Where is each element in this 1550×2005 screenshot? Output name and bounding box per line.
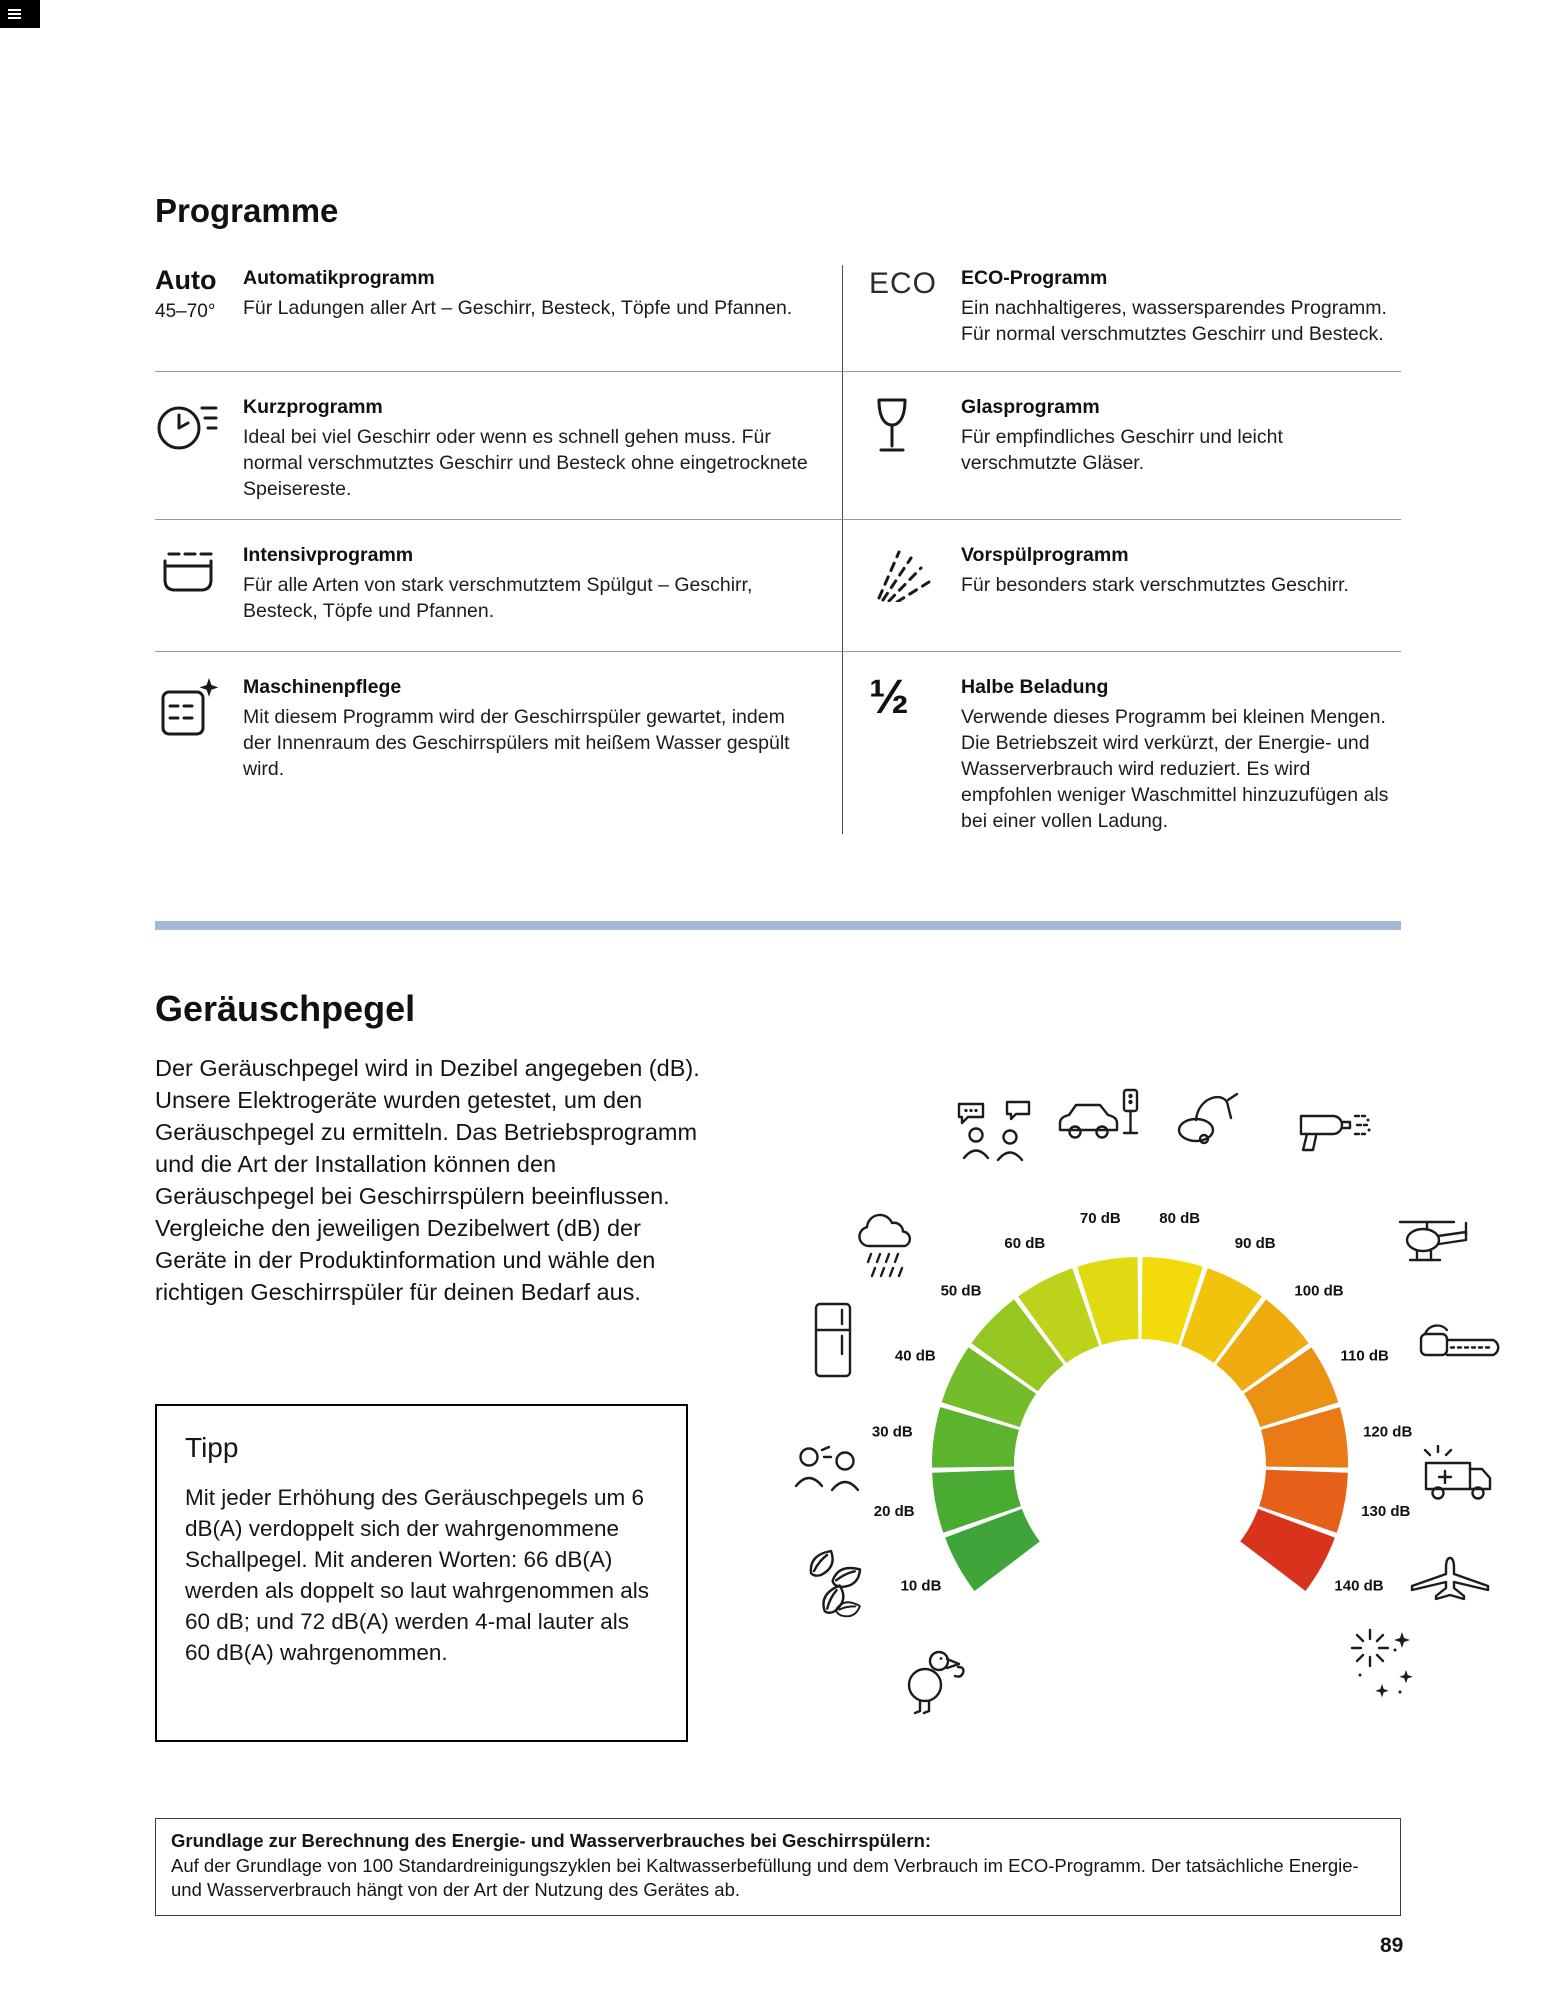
program-desc: Ein nachhaltigeres, wassersparendes Programm. Für normal verschmutztes Geschirr und Besteck. — [961, 297, 1387, 345]
program-vorspuel — [843, 520, 1401, 652]
footnote-box — [155, 1818, 1401, 1916]
program-name: ECO-Programm — [961, 267, 1108, 289]
footnote-title: Grundlage zur Berechnung des Energie- und Wasserverbrauches bei Geschirrspülern: — [171, 1830, 932, 1851]
auto-badge — [155, 267, 243, 371]
program-name: Glasprogramm — [961, 396, 1100, 418]
gauge-label: 40 dB — [894, 1347, 936, 1365]
rain-cloud-icon — [845, 1210, 931, 1286]
menu-icon — [8, 7, 21, 21]
ambulance-icon — [1420, 1445, 1504, 1505]
noise-paragraph: Der Geräuschpegel wird in Dezibel angegeben (dB). Unsere Elektrogeräte wurden getestet, um den Geräuschpegel zu ermitteln. Das Betriebsprogramm und die Art der Installation können den Geräuschpegel bei Geschirrspülern beeinflussen. Vergleiche den jeweiligen Dezibelwert (dB) der Geräte in der Produktinformation und wähle den richtigen Geschirrspüler für deinen Bedarf aus. — [155, 1055, 700, 1305]
program-glas — [843, 372, 1401, 520]
half-badge-text: ½ — [869, 671, 910, 724]
program-name: Vorspülprogramm — [961, 544, 1129, 566]
gauge-label: 140 dB — [1334, 1577, 1384, 1595]
program-intensiv — [155, 520, 843, 652]
gauge-label: 90 dB — [1234, 1235, 1276, 1253]
pot-icon — [155, 544, 221, 602]
tip-text: Mit jeder Erhöhung des Geräuschpegels um 6 dB(A) verdoppelt sich der wahrgenommene Schallpegel. Mit anderen Worten: 66 dB(A) werden als doppelt so laut wahrgenommen als 60 dB; und 72 dB(A) werden 4-mal lauter als 60 dB(A) wahrgenommen. — [185, 1485, 650, 1665]
footnote-text: Auf der Grundlage von 100 Standardreinigungszyklen bei Kaltwasserbefüllung und dem Verbrauch im ECO-Programm. Der tatsächliche Energie- und Wasserverbrauch hängt von der Art der Nutzung des Gerätes ab. — [171, 1855, 1359, 1900]
top-left-mark — [0, 0, 40, 28]
noise-title: Geräuschpegel — [155, 988, 416, 1029]
program-desc: Mit diesem Programm wird der Geschirrspüler gewartet, indem der Innenraum des Geschirrspülers mit heißem Wasser gespült wird. — [243, 706, 790, 780]
car-traffic-light-icon — [1055, 1085, 1143, 1143]
program-name: Intensivprogramm — [243, 544, 414, 566]
vacuum-cleaner-icon — [1170, 1080, 1242, 1146]
gauge-label: 20 dB — [873, 1502, 915, 1520]
program-name: Halbe Beladung — [961, 676, 1109, 698]
programs-section — [155, 192, 1401, 834]
program-eco — [843, 265, 1401, 372]
fireworks-icon — [1340, 1620, 1422, 1706]
programs-title: Programme — [155, 192, 339, 229]
program-desc: Verwende dieses Programm bei kleinen Mengen. Die Betriebszeit wird verkürzt, der Energie- und Wasserverbrauch wird reduziert. Es wird empfohlen weniger Waschmittel hinzuzufügen als bei einer vollen Ladung. — [961, 706, 1389, 832]
gauge-label: 70 dB — [1079, 1210, 1121, 1228]
bird-icon — [895, 1635, 965, 1715]
program-halbe-beladung — [843, 652, 1401, 834]
auto-badge-text: Auto — [155, 265, 217, 295]
program-desc: Ideal bei viel Geschirr oder wenn es schnell gehen muss. Für normal verschmutztes Geschirr und Besteck ohne eingetrocknete Speisereste. — [243, 426, 808, 500]
program-name: Kurzprogramm — [243, 396, 383, 418]
wine-glass-icon — [869, 396, 915, 458]
section-divider — [155, 921, 1401, 930]
gauge-label: 120 dB — [1363, 1423, 1413, 1441]
program-automatik — [155, 265, 843, 372]
gauge-label: 130 dB — [1361, 1502, 1411, 1520]
noise-gauge — [780, 1080, 1510, 1740]
gauge-label: 60 dB — [1004, 1235, 1046, 1253]
program-maschinenpflege — [155, 652, 843, 834]
program-desc: Für empfindliches Geschirr und leicht verschmutzte Gläser. — [961, 426, 1283, 474]
talking-people-icon — [955, 1100, 1033, 1164]
program-kurz — [155, 372, 843, 520]
gauge-label: 80 dB — [1159, 1210, 1201, 1228]
program-desc: Für besonders stark verschmutztes Geschirr. — [961, 574, 1349, 596]
tip-title: Tipp — [185, 1432, 239, 1463]
gauge-label: 10 dB — [900, 1577, 942, 1595]
program-name: Automatikprogramm — [243, 267, 435, 289]
refrigerator-icon — [805, 1300, 861, 1382]
eco-badge — [869, 267, 961, 371]
decibel-gauge — [860, 1175, 1420, 1695]
programs-grid — [155, 265, 1401, 834]
auto-badge-temp: 45–70° — [155, 301, 216, 322]
eco-badge-text: ECO — [869, 267, 938, 300]
clock-icon — [155, 396, 219, 454]
sparkle-machine-icon — [155, 676, 221, 738]
gauge-label: 110 dB — [1340, 1347, 1389, 1365]
hair-dryer-icon — [1295, 1100, 1371, 1162]
helicopter-icon — [1390, 1215, 1478, 1269]
spray-icon — [869, 544, 935, 602]
tip-box — [155, 1404, 688, 1742]
gauge-label: 100 dB — [1294, 1282, 1344, 1300]
leaves-icon — [805, 1545, 879, 1625]
program-desc: Für alle Arten von stark verschmutztem Spülgut – Geschirr, Besteck, Töpfe und Pfannen. — [243, 574, 753, 622]
gauge-label: 50 dB — [940, 1282, 982, 1300]
program-desc: Für Ladungen aller Art – Geschirr, Besteck, Töpfe und Pfannen. — [243, 297, 793, 319]
page-number: 89 — [1380, 1934, 1404, 1957]
chainsaw-icon — [1415, 1320, 1509, 1370]
program-name: Maschinenpflege — [243, 676, 402, 698]
airplane-icon — [1405, 1555, 1495, 1603]
half-load-badge — [869, 671, 961, 834]
gauge-label: 30 dB — [871, 1423, 913, 1441]
whispering-icon — [790, 1430, 864, 1492]
